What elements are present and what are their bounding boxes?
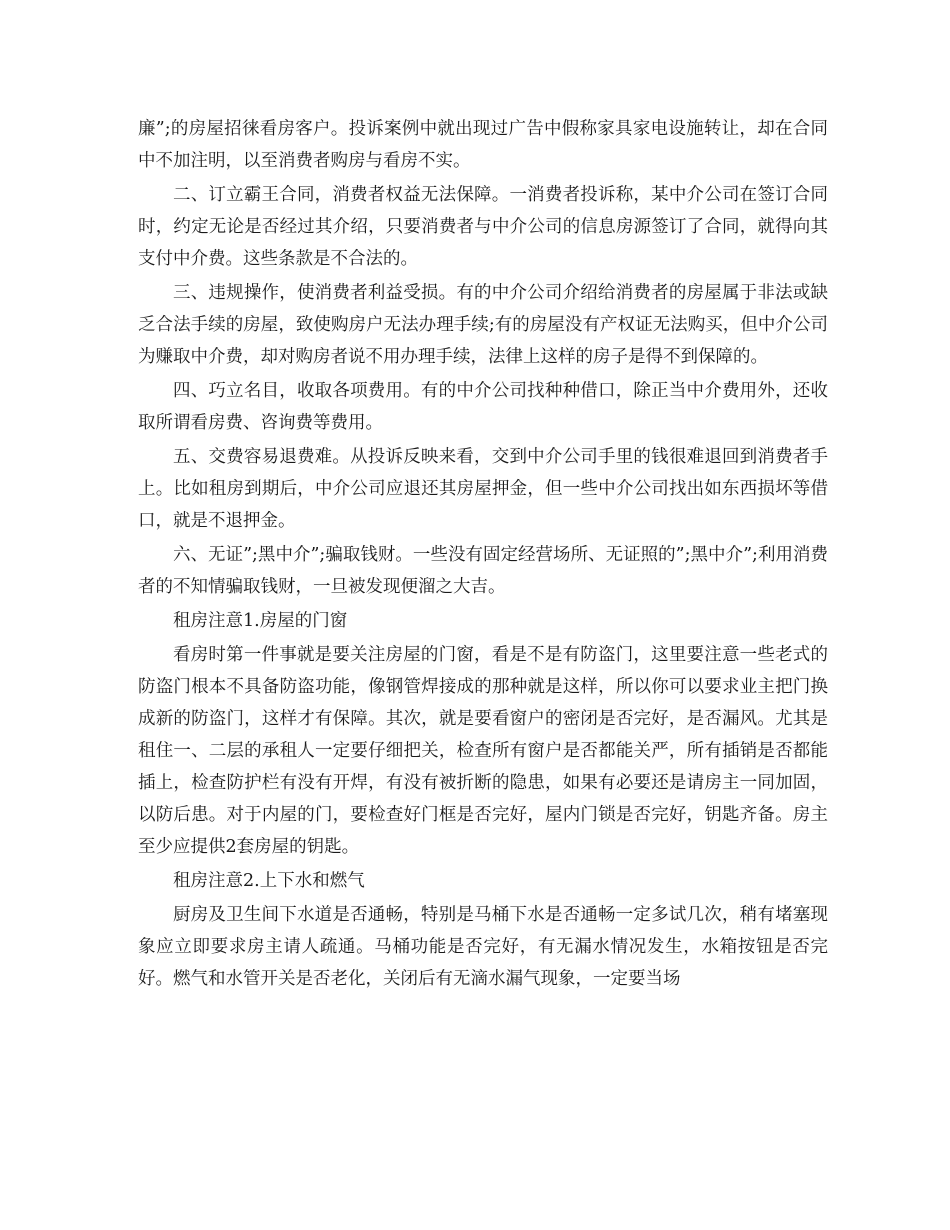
paragraph-water-gas: 厨房及卫生间下水道是否通畅，特别是马桶下水是否通畅一定多试几次，稍有堵塞现象应立即要求房主请人疏通。马桶功能是否完好，有无漏水情况发生，水箱按钮是否完好。燃气和水管开关是否老化，关闭后有无滴水漏气现象，一定要当场 [138, 905, 828, 989]
paragraph-refund-difficulty: 五、交费容易退费难。从投诉反映来看，交到中介公司手里的钱很难退回到消费者手上。比如租房到期后，中介公司应退还其房屋押金，但一些中介公司找出如东西损坏等借口，就是不退押金。 [138, 447, 828, 531]
paragraph-illegal-operation: 三、违规操作，使消费者利益受损。有的中介公司介绍给消费者的房屋属于非法或缺乏合法手续的房屋，致使购房户无法办理手续;有的房屋没有产权证无法购买，但中介公司为赚取中介费，却对购房者说不用办理手续，法律上这样的房子是得不到保障的。 [138, 283, 828, 367]
heading-water-gas: 租房注意2.上下水和燃气 [173, 871, 365, 891]
paragraph-continuation: 廉”;的房屋招徕看房客户。投诉案例中就出现过广告中假称家具家电设施转让，却在合同中不加注明，以至消费者购房与看房不实。 [138, 119, 828, 171]
paragraph-bully-contract: 二、订立霸王合同，消费者权益无法保障。一消费者投诉称，某中介公司在签订合同时，约定无论是否经过其介绍，只要消费者与中介公司的信息房源签订了合同，就得向其支付中介费。这些条款是不合法的。 [138, 185, 828, 269]
document-page [138, 113, 828, 997]
paragraph-extra-fees: 四、巧立名目，收取各项费用。有的中介公司找种种借口，除正当中介费用外，还收取所谓看房费、咨询费等费用。 [138, 381, 828, 433]
paragraph-unlicensed-agency: 六、无证”;黑中介”;骗取钱财。一些没有固定经营场所、无证照的”;黑中介”;利用消费者的不知情骗取钱财，一旦被发现便溜之大吉。 [138, 545, 828, 597]
paragraph-doors-windows: 看房时第一件事就是要关注房屋的门窗，看是不是有防盗门，这里要注意一些老式的防盗门根本不具备防盗功能，像钢管焊接成的那种就是这样，所以你可以要求业主把门换成新的防盗门，这样才有保障。其次，就是要看窗户的密闭是否完好，是否漏风。尤其是租住一、二层的承租人一定要仔细把关，检查所有窗户是否都能关严，所有插销是否都能插上，检查防护栏有没有开焊，有没有被折断的隐患，如果有必要还是请房主一同加固，以防后患。对于内屋的门，要检查好门框是否完好，屋内门锁是否完好，钥匙齐备。房主至少应提供2套房屋的钥匙。 [138, 645, 828, 857]
heading-doors-windows: 租房注意1.房屋的门窗 [173, 611, 348, 631]
